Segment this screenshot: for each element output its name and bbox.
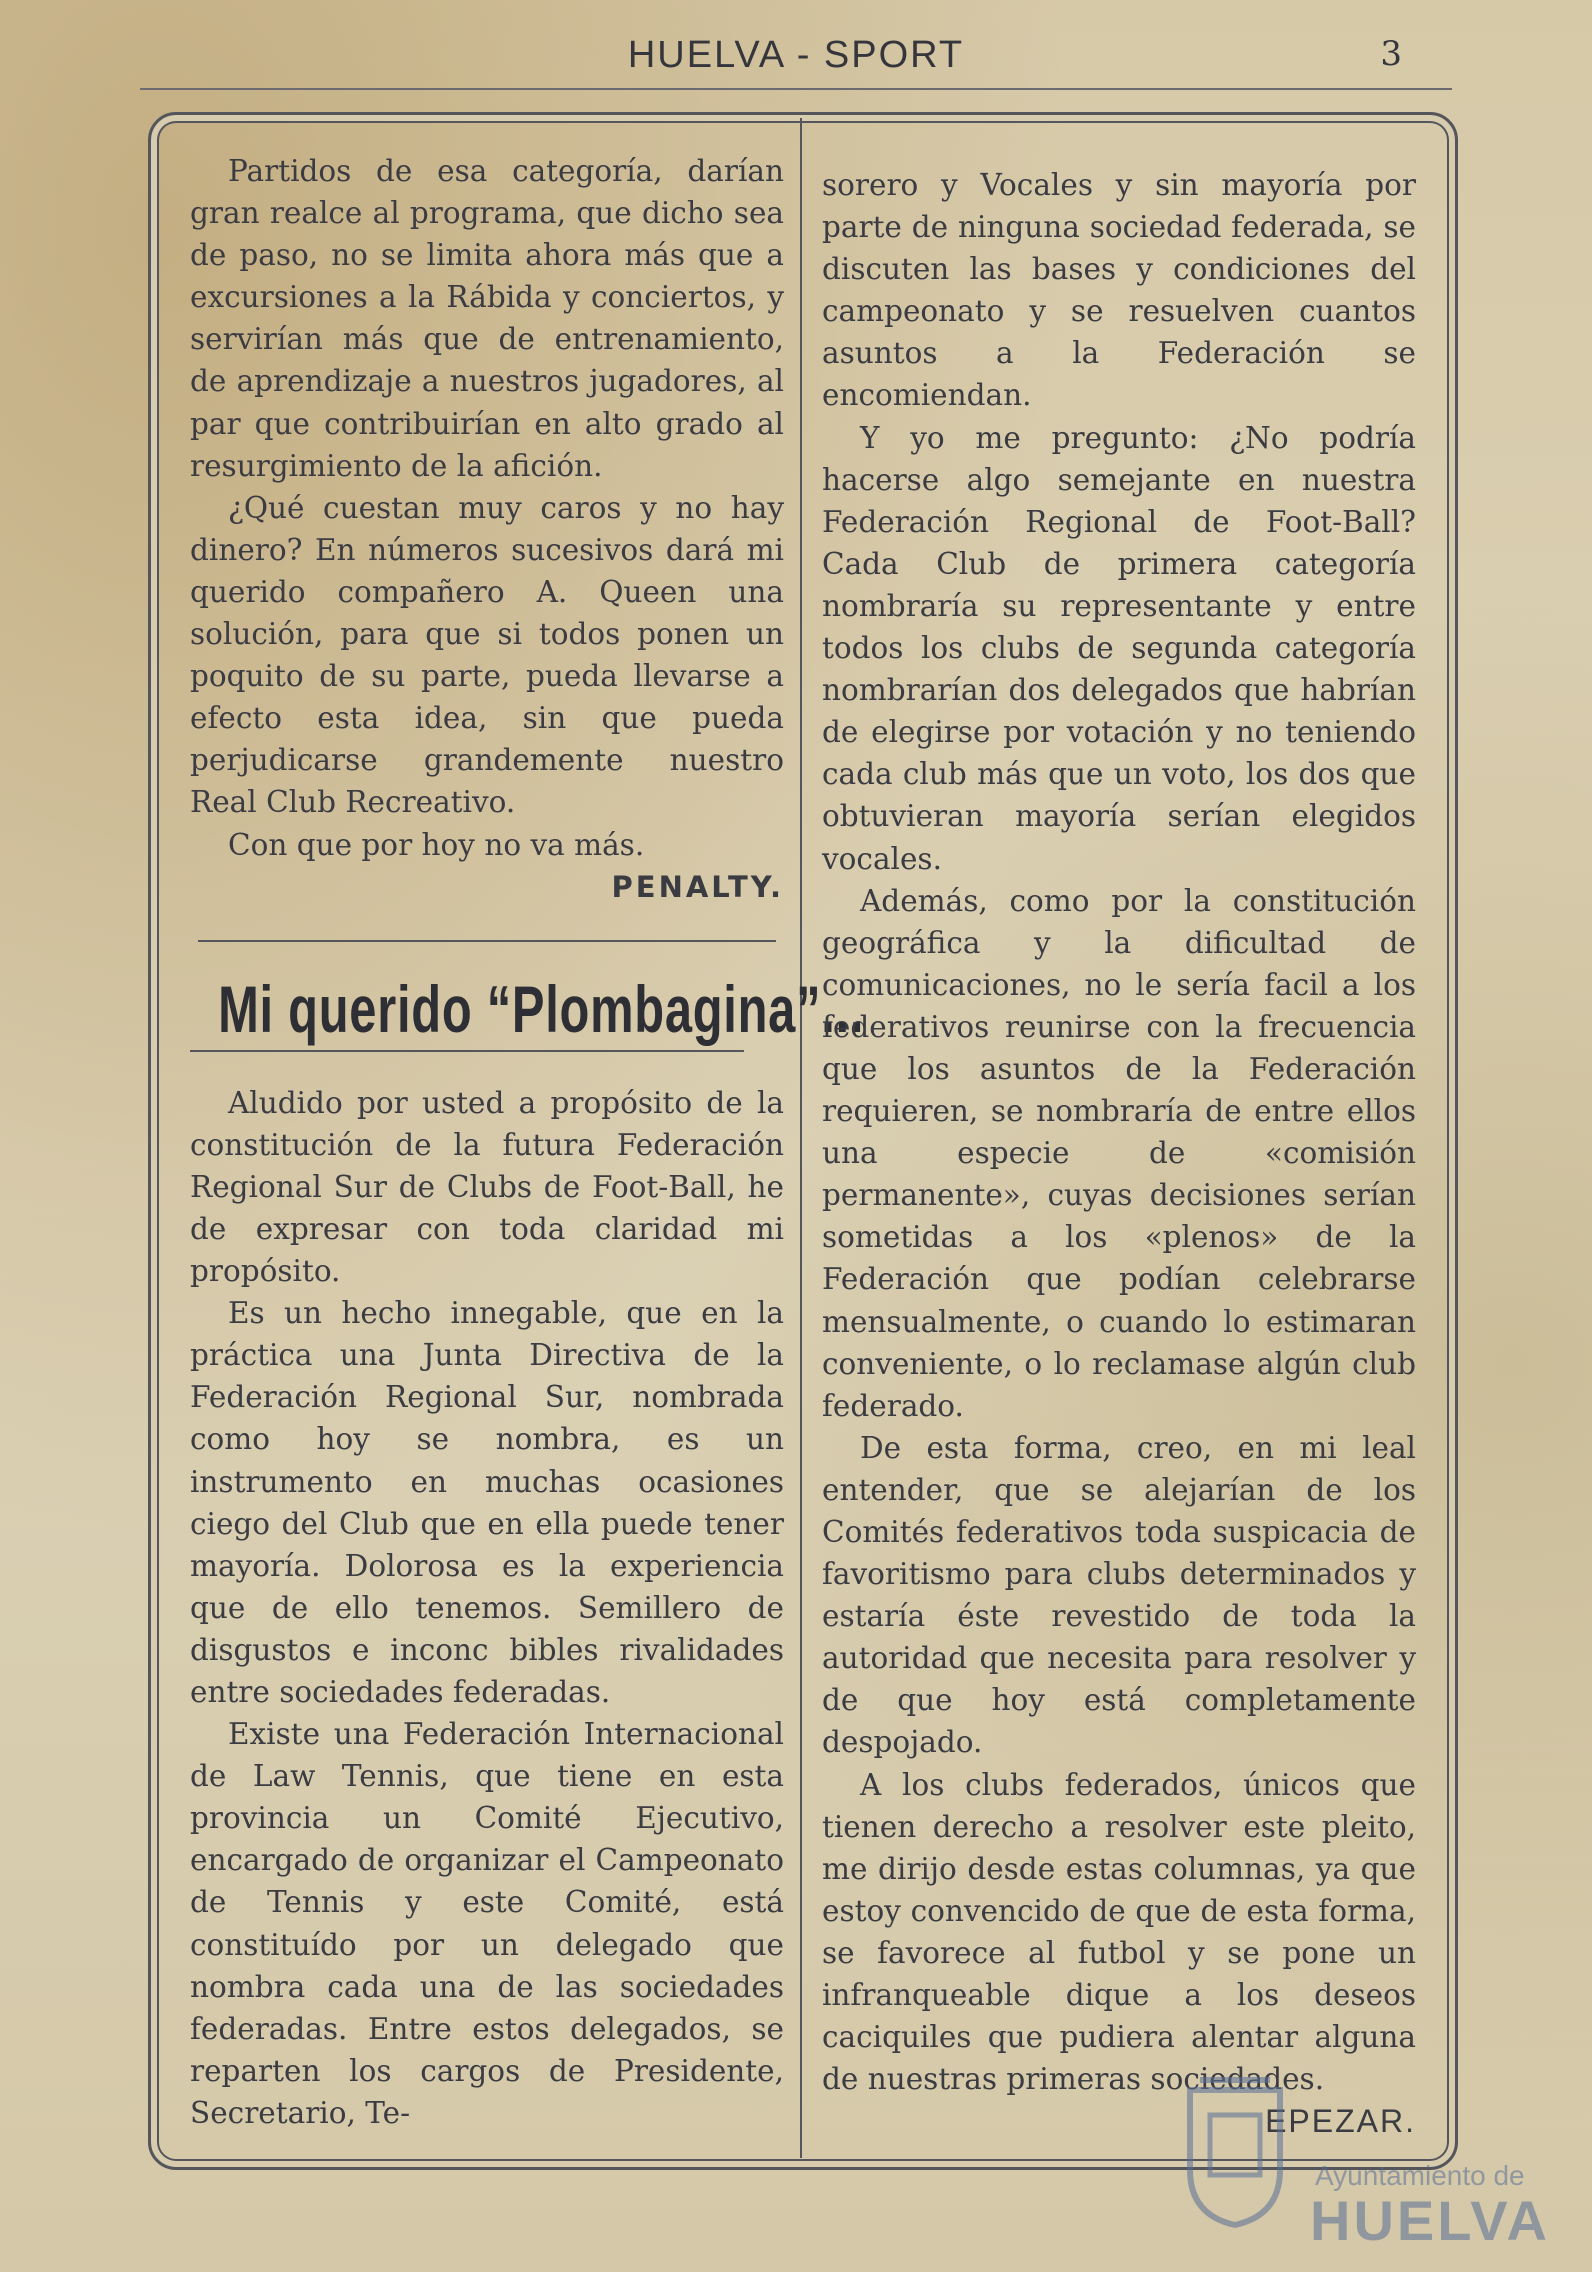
paragraph: Es un hecho innegable, que en la práctica una Junta Directiva de la Federación Regional Sur, nombrada como hoy se nombra, es un instrumento en muchas ocasiones ciego del Club que en ella puede tener mayoría. Dolorosa es la experiencia que de ello tenemos. Semillero de disgustos e inconc bibles rivalidades entre sociedades federadas. [190,1296,784,1709]
paragraph: Aludido por usted a propósito de la constitución de la futura Federación Regional Sur de Clubs de Foot-Ball, he de expresar con toda claridad mi propósito. [190,1085,784,1289]
right-column [822,164,1416,2142]
paragraph: Partidos de esa categoría, darían gran realce al programa, que dicho sea de paso, no se limita ahora más que a excursiones a la Rábida y conciertos, y servirían más que de entrenamiento, de aprendizaje a nuestros jugadores, al par que contribuirían en alto grado al resurgimiento de la afición. [190,154,784,483]
paragraph: Con que por hoy no va más. [228,827,645,862]
paragraph: sorero y Vocales y sin mayoría por parte de ninguna sociedad federada, se discuten las bases y condiciones del campeonato y se resuelven cuantos asuntos a la Federación se encomiendan. [822,168,1416,413]
paragraph: De esta forma, creo, en mi leal entender, que se alejarían de los Comités federativos toda suspicacia de favoritismo para clubs determinados y estaría éste revestido de toda la autoridad que necesita para resolver y de que hoy está completamente despojado. [822,1430,1416,1760]
coat-of-arms-icon [1180,2070,1290,2230]
page-header [140,28,1452,90]
paragraph: A los clubs federados, únicos que tienen derecho a resolver este pleito, me dirijo desde estas columnas, ya que estoy convencido de que de esta forma, se favorece al futbol y se pone un infranqueable dique a los deseos caciquiles que pudiera alentar alguna de nuestras primeras sociedades. [822,1767,1416,2097]
paragraph: ¿Qué cuestan muy caros y no hay dinero? En números sucesivos dará mi querido compañero A. Queen una solución, para que si todos ponen un poquito de su parte, pueda llevarse a efecto esta idea, sin que pueda perjudicarse grandemente nuestro Real Club Recreativo. [190,490,784,820]
archive-watermark [1180,2070,1560,2260]
title-rule [190,1050,744,1052]
column-divider [800,118,802,2158]
watermark-line2: HUELVA [1310,2189,1550,2252]
ornament-line [198,940,776,942]
left-column [190,150,865,2134]
masthead-title: HUELVA - SPORT [627,34,965,76]
signature-penalty: PENALTY. [611,869,784,904]
article-title: Mi querido “Plombagina”... [218,971,865,1046]
paragraph: Además, como por la constitución geográfica y la dificultad de comunicaciones, no le sería facil a los federativos reunirse con la frecuencia que los asuntos de la Federación requieren, se nombraría de entre ellos una especie de «comisión permanente», cuyas decisiones serían sometidas a los «plenos» de la Federación que podían celebrarse mensualmente, o cuando lo estimaran conveniente, o lo reclamase algún club federado. [822,883,1416,1423]
paragraph: Existe una Federación Internacional de Law Tennis, que tiene en esta provincia un Comité Ejecutivo, encargado de organizar el Campeonato de Tennis y este Comité, está constituído por un delegado que nombra cada una de las sociedades federadas. Entre estos delegados, se reparten los cargos de Presidente, Secretario, Te- [190,1717,784,2130]
paragraph: Y yo me pregunto: ¿No podría hacerse algo semejante en nuestra Federación Regional de Foot-Ball? Cada Club de primera categoría nombraría su representante y entre todos los clubs de segunda categoría nombrarían dos delegados que habrían de elegirse por votación y no teniendo cada club más que un voto, los dos que obtuvieran mayoría serían elegidos vocales. [822,420,1416,876]
signature-epezar: EPEZAR. [1265,2103,1416,2140]
section-ornament [190,920,784,960]
page-number: 3 [1380,34,1402,74]
watermark-line1: Ayuntamiento de [1315,2160,1525,2191]
